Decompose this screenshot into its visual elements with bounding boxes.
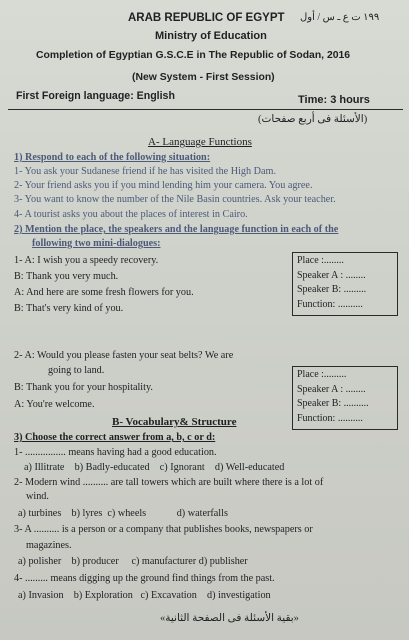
box2-speaker-a: Speaker A : ........ <box>297 383 366 395</box>
exam-code: ١٩٩ ت ع ـ س / أول <box>300 12 380 23</box>
box1-speaker-a: Speaker A : ........ <box>297 269 366 281</box>
dialogue2-line-4: A: You're welcome. <box>14 399 95 410</box>
q1-heading: 1) Respond to each of the following situation: <box>14 152 211 163</box>
pages-note: (الأسئلة فى أربع صفحات) <box>258 114 368 125</box>
dialogue2-answer-box <box>292 366 398 430</box>
q1-item-3: 3- You want to know the number of the Nile Basin countries. Ask your teacher. <box>14 194 336 205</box>
subject-label: First Foreign language: English <box>16 90 175 102</box>
exam-title: Completion of Egyptian G.S.C.E in The Republic of Sodan, 2016 <box>36 50 351 61</box>
q2-heading-line2: following two mini-dialogues: <box>32 238 161 249</box>
q1-item-1: 1- You ask your Sudanese friend if he has visited the High Dam. <box>14 166 277 177</box>
country-title: ARAB REPUBLIC OF EGYPT <box>128 12 285 24</box>
q3-item1-stem: 1- ................ means having had a good education. <box>14 447 217 458</box>
box2-function: Function: .......... <box>297 412 363 424</box>
dialogue1-answer-box <box>292 252 398 316</box>
q3-item3-options: a) polisher b) producer c) manufacturer d) publisher <box>18 556 248 567</box>
dialogue2-line-1: 2- A: Would you please fasten your seat belts? We are <box>14 350 234 361</box>
dialogue1-line-4: B: That's very kind of you. <box>14 303 124 314</box>
q3-item3-stem-line2: magazines. <box>26 540 72 551</box>
section-a-title: A- Language Functions <box>148 136 252 148</box>
q1-item-2: 2- Your friend asks you if you mind lending him your camera. You agree. <box>14 180 313 191</box>
box1-speaker-b: Speaker B: ......... <box>297 284 367 295</box>
ministry-title: Ministry of Education <box>155 30 267 42</box>
dialogue1-line-3: A: And here are some fresh flowers for you. <box>14 287 194 298</box>
q3-item2-options: a) turbines b) lyres c) wheels d) waterfalls <box>18 508 228 519</box>
q3-heading: 3) Choose the correct answer from a, b, c or d: <box>14 432 216 443</box>
section-b-title: B- Vocabulary& Structure <box>112 416 237 428</box>
header-divider <box>8 109 403 110</box>
q3-item4-options: a) Invasion b) Exploration c) Excavation d) investigation <box>18 590 271 601</box>
box2-place: Place :......... <box>297 369 347 380</box>
footer-note: «بقية الأسئلة فى الصفحة الثانية» <box>160 613 299 624</box>
session-label: (New System - First Session) <box>132 72 275 83</box>
dialogue1-line-2: B: Thank you very much. <box>14 271 119 282</box>
box1-function: Function: .......... <box>297 298 363 310</box>
q3-item2-stem-line1: 2- Modern wind .......... are tall towers which are built where there is a lot of <box>14 477 324 488</box>
q2-heading-line1: 2) Mention the place, the speakers and the language function in each of the <box>14 224 339 235</box>
q3-item3-stem-line1: 3- A .......... is a person or a company that publishes books, newspapers or <box>14 524 313 535</box>
dialogue2-line-2: going to land. <box>48 365 105 376</box>
q3-item1-options: a) Illitrate b) Badly-educated c) Ignorant d) Well-educated <box>24 462 285 473</box>
box2-speaker-b: Speaker B: .......... <box>297 398 369 409</box>
q3-item4-stem: 4- ......... means digging up the ground find things from the past. <box>14 573 275 584</box>
dialogue1-line-1: 1- A: I wish you a speedy recovery. <box>14 255 159 266</box>
q1-item-4: 4- A tourist asks you about the places of interest in Cairo. <box>14 209 248 220</box>
time-label: Time: 3 hours <box>298 94 370 106</box>
dialogue2-line-3: B: Thank you for your hospitality. <box>14 382 153 393</box>
box1-place: Place :........ <box>297 255 344 266</box>
q3-item2-stem-line2: wind. <box>26 491 49 502</box>
